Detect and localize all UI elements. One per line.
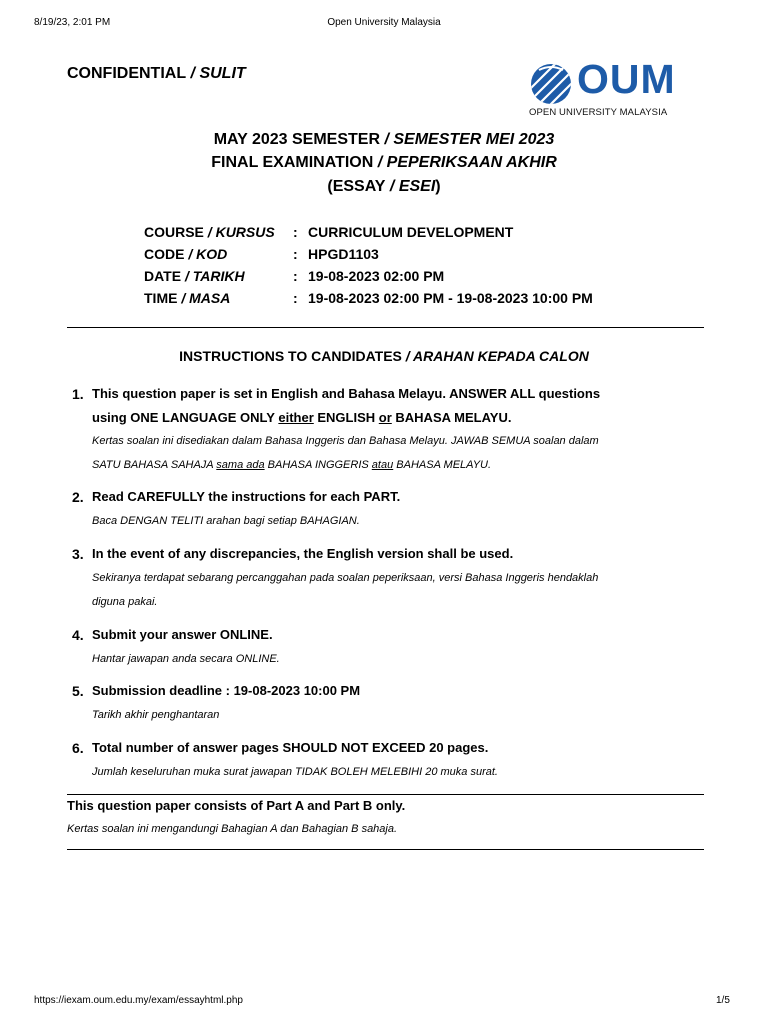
time-value: 19-08-2023 02:00 PM - 19-08-2023 10:00 PM <box>308 290 593 306</box>
instruction-number: 1. <box>72 386 84 402</box>
date-value: 19-08-2023 02:00 PM <box>308 268 445 284</box>
instruction-3-en: In the event of any discrepancies, the English version shall be used. <box>92 546 514 561</box>
paper-consists-en: This question paper consists of Part A and Part B only. <box>67 798 406 813</box>
divider <box>67 327 704 328</box>
code-value: HPGD1103 <box>308 246 379 262</box>
instruction-6-en: Total number of answer pages SHOULD NOT EXCEED 20 pages. <box>92 740 489 755</box>
instruction-3-my: Sekiranya terdapat sebarang percanggahan pada soalan peperiksaan, versi Bahasa Inggeris hendaklah diguna pakai. <box>92 572 599 608</box>
instruction-number: 6. <box>72 740 84 756</box>
oum-logo <box>529 56 705 120</box>
instruction-4-en: Submit your answer ONLINE. <box>92 627 273 642</box>
instruction-1-my: Kertas soalan ini disediakan dalam Bahasa Inggeris dan Bahasa Melayu. JAWAB SEMUA soalan dalam SATU BAHASA SAHAJA sama ada BAHASA INGGERIS atau BAHASA MELAYU. <box>92 435 599 471</box>
instructions-heading: INSTRUCTIONS TO CANDIDATES / ARAHAN KEPADA CALON <box>179 348 589 364</box>
instruction-2-my: Baca DENGAN TELITI arahan bagi setiap BAHAGIAN. <box>92 515 360 527</box>
instruction-1-en: This question paper is set in English and Bahasa Melayu. ANSWER ALL questions using ONE LANGUAGE ONLY either ENGLISH or BAHASA MELAYU. <box>92 386 601 425</box>
instruction-number: 5. <box>72 683 84 699</box>
divider <box>67 849 704 850</box>
confidential-label: CONFIDENTIAL / SULIT <box>67 65 246 82</box>
exam-type-title: (ESSAY / ESEI) <box>327 178 441 195</box>
instruction-number: 3. <box>72 546 84 562</box>
print-datetime: 8/19/23, 2:01 PM <box>34 17 111 28</box>
print-url: https://iexam.oum.edu.my/exam/essayhtml.php <box>34 995 243 1006</box>
logo-word: OUM <box>577 56 676 102</box>
course-value: CURRICULUM DEVELOPMENT <box>308 224 514 240</box>
print-title: Open University Malaysia <box>327 17 441 28</box>
print-page-number: 1/5 <box>716 995 730 1006</box>
instruction-number: 4. <box>72 627 84 643</box>
semester-title: MAY 2023 SEMESTER / SEMESTER MEI 2023 <box>213 131 555 148</box>
instruction-2-en: Read CAREFULLY the instructions for each PART. <box>92 489 401 504</box>
instruction-number: 2. <box>72 489 84 505</box>
divider <box>67 794 704 795</box>
instruction-5-my: Tarikh akhir penghantaran <box>92 709 220 721</box>
exam-title: FINAL EXAMINATION / PEPERIKSAAN AKHIR <box>211 154 557 171</box>
oum-globe-icon <box>529 62 573 106</box>
instruction-6-my: Jumlah keseluruhan muka surat jawapan TIDAK BOLEH MELEBIHI 20 muka surat. <box>92 766 498 778</box>
logo-subtitle: OPEN UNIVERSITY MALAYSIA <box>529 107 668 118</box>
instruction-5-en: Submission deadline : 19-08-2023 10:00 PM <box>92 683 361 698</box>
instruction-4-my: Hantar jawapan anda secara ONLINE. <box>92 653 280 665</box>
paper-consists-my: Kertas soalan ini mengandungi Bahagian A dan Bahagian B sahaja. <box>67 823 398 835</box>
